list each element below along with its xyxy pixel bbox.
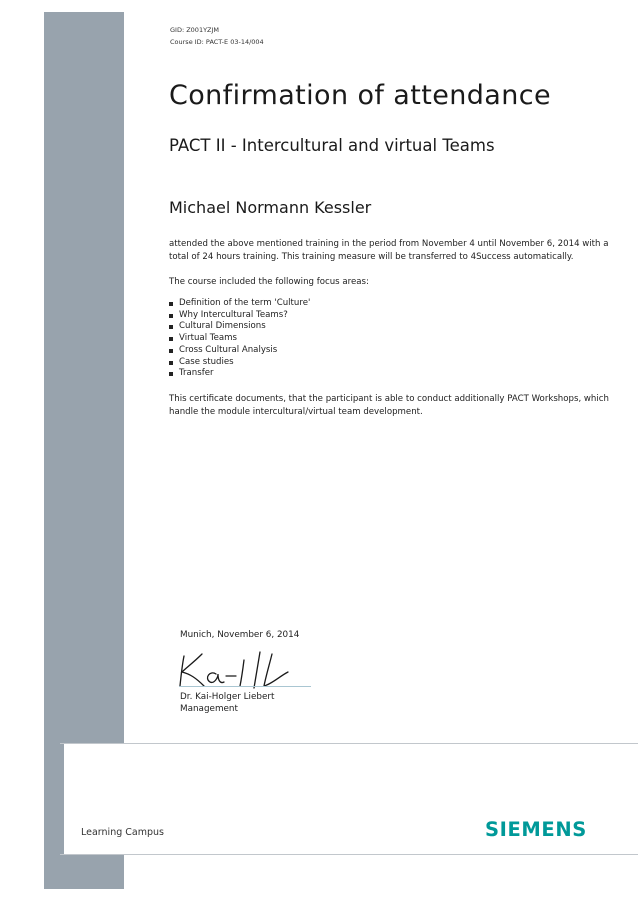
signer-role: Management	[180, 704, 238, 714]
list-item: Cultural Dimensions	[169, 321, 310, 333]
handwritten-signature	[176, 646, 316, 690]
footer-divider-top	[60, 743, 638, 744]
signature-line	[179, 686, 311, 687]
course-id-label: Course ID: PACT-E 03-14/004	[170, 38, 264, 46]
attendance-paragraph: attended the above mentioned training in the period from November 4 until November 6, 2014 with a total of 24 hours training. This training measure will be transferred to 4Success automatically.	[169, 239, 609, 262]
footer-divider-bottom	[60, 854, 638, 855]
list-item: Virtual Teams	[169, 333, 310, 345]
list-item: Cross Cultural Analysis	[169, 345, 310, 357]
list-item: Definition of the term 'Culture'	[169, 298, 310, 310]
list-item: Why Intercultural Teams?	[169, 310, 310, 322]
certificate-title: Confirmation of attendance	[169, 80, 551, 111]
participant-name: Michael Normann Kessler	[169, 198, 372, 217]
focus-areas-list	[169, 298, 310, 380]
focus-intro: The course included the following focus areas:	[169, 277, 369, 287]
certification-paragraph: This certificate documents, that the participant is able to conduct additionally PACT Workshops, which handle the module intercultural/virtual team development.	[169, 394, 609, 417]
learning-campus-label: Learning Campus	[81, 827, 164, 838]
course-name: PACT II - Intercultural and virtual Teams	[169, 136, 495, 155]
list-item: Transfer	[169, 368, 310, 380]
signer-name: Dr. Kai-Holger Liebert	[180, 692, 275, 702]
siemens-logo: SIEMENS	[485, 818, 587, 841]
gid-label: GID: Z001YZJM	[170, 26, 220, 34]
list-item: Case studies	[169, 357, 310, 369]
place-date: Munich, November 6, 2014	[180, 630, 300, 640]
